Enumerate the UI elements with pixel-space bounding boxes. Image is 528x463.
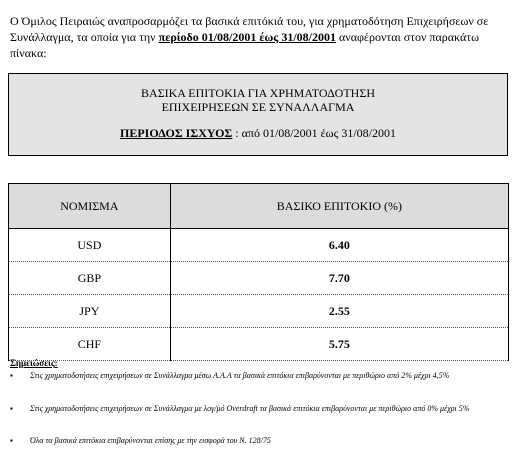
currency-cell: CHF — [9, 328, 171, 361]
table-row — [9, 295, 509, 328]
rate-cell: 2.55 — [170, 295, 508, 328]
column-header-currency: ΝΟΜΙΣΜΑ — [9, 184, 171, 229]
table-header-row — [9, 184, 509, 229]
currency-cell: USD — [9, 229, 171, 262]
rate-cell: 5.75 — [170, 328, 508, 361]
validity-period — [9, 126, 507, 140]
rate-cell: 6.40 — [170, 229, 508, 262]
currency-cell: GBP — [9, 262, 171, 295]
rates-header-box — [8, 73, 508, 156]
note-text: Όλα τα βασικά επιτόκια επιβαρύνονται επίσης με την εισφορά του Ν. 128/75 — [30, 436, 271, 445]
note-text: Στις χρηματοδοτήσεις επιχειρήσεων σε Συνάλλαγμα μέσω Α.Α.Α τα βασικά επιτόκια επιβαρύνονται με περιθώριο από 2% μέχρι 4,5% — [30, 371, 450, 380]
header-title-line1: ΒΑΣΙΚΑ ΕΠΙΤΟΚΙΑ ΓΙΑ ΧΡΗΜΑΤΟΔΟΤΗΣΗ — [140, 86, 375, 100]
table-row — [9, 229, 509, 262]
validity-period-label: ΠΕΡΙΟΔΟΣ ΙΣΧΥΟΣ — [120, 126, 233, 140]
bullet-icon: ▪ — [10, 371, 13, 380]
bullet-icon: ▪ — [10, 436, 13, 445]
rate-cell: 7.70 — [170, 262, 508, 295]
bullet-icon: ▪ — [10, 404, 13, 413]
intro-text-end: αναφέρονται στον παρακάτω πίνακα: — [10, 30, 480, 60]
intro-text-start: Ο Όμιλος Πειραιώς αναπροσαρμόζει τα βασικά επιτόκιά του, για χρηματοδότηση Επιχειρήσεων σε Συνάλλαγμα, τα οποία για την — [10, 14, 489, 44]
table-row — [9, 328, 509, 361]
intro-period: περίοδο 01/08/2001 έως 31/08/2001 — [158, 30, 336, 44]
table-row — [9, 262, 509, 295]
rates-table — [8, 183, 509, 361]
note-text: Στις χρηματοδοτήσεις επιχειρήσεων σε Συνάλλαγμα με λογ/μό Overdraft τα βασικά επιτόκια επιβαρύνονται με περιθώριο από 0% μέχρι 5% — [30, 404, 470, 413]
intro-paragraph — [10, 13, 500, 61]
validity-period-value: : από 01/08/2001 έως 31/08/2001 — [232, 126, 396, 140]
header-title-line2: ΕΠΙΧΕΙΡΗΣΕΩΝ ΣΕ ΣΥΝΑΛΛΑΓΜΑ — [161, 100, 355, 114]
currency-cell: JPY — [9, 295, 171, 328]
column-header-rate: ΒΑΣΙΚΟ ΕΠΙΤΟΚΙΟ (%) — [170, 184, 508, 229]
notes-title: Σημειώσεις: — [10, 358, 58, 368]
